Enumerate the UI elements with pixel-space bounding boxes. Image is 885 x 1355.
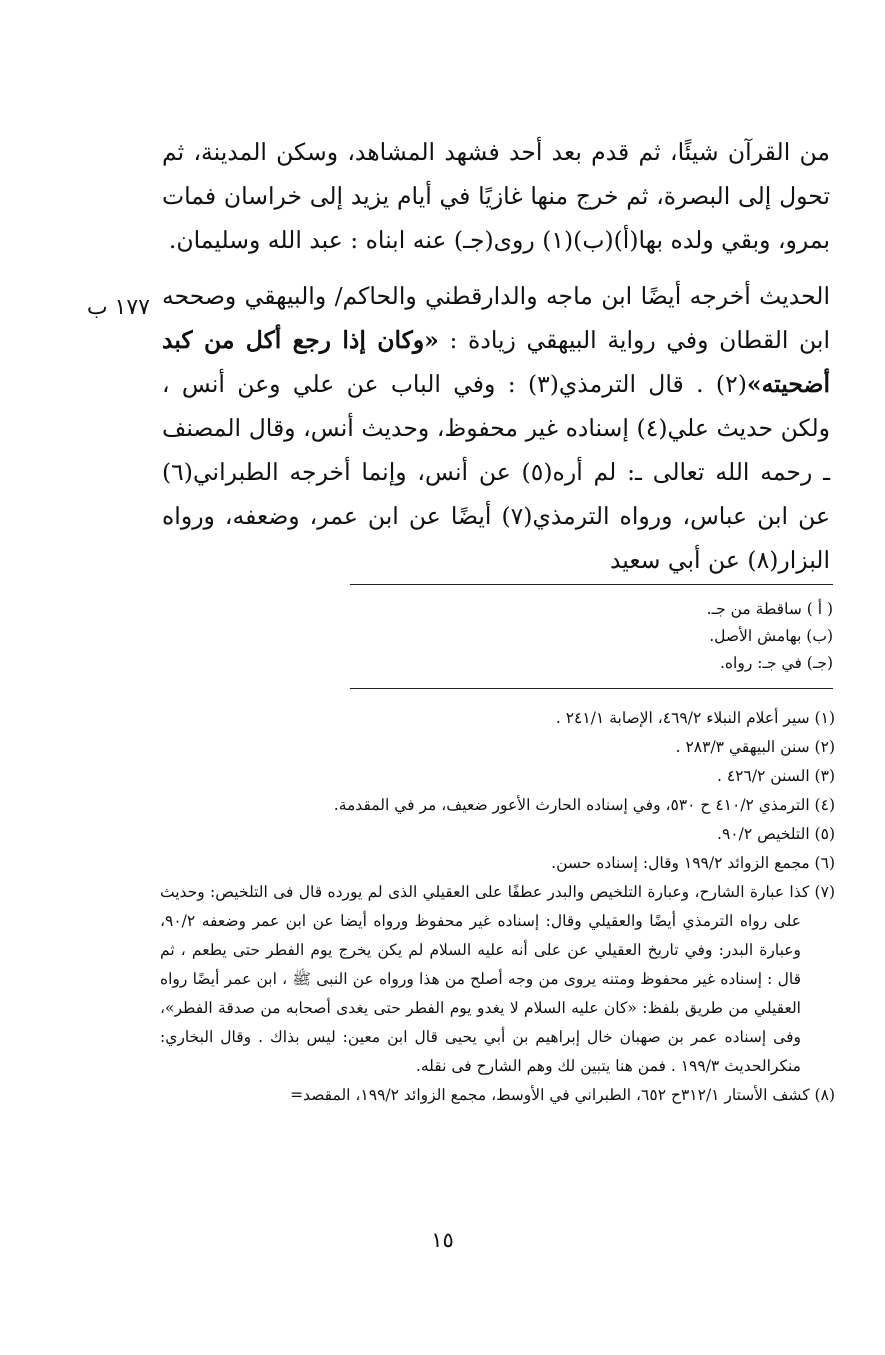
footnote: (٤) الترمذي ٤١٠/٢ ح ٥٣٠، وفي إسناده الحارث الأعور ضعيف، مر في المقدمة.: [333, 796, 835, 814]
variant-note: (جـ) في جـ: رواه.: [720, 654, 833, 672]
variant-note: (ب) بهامش الأصل.: [709, 627, 833, 645]
manuscript-variants: [350, 596, 833, 677]
footnote-divider-references: [350, 688, 833, 689]
paragraph-1: من القرآن شيئًا، ثم قدم بعد أحد فشهد المشاهد، وسكن المدينة، ثم تحول إلى البصرة، ثم خرج منها غازيًا في أيام يزيد إلى خراسان فمات بمرو، وبقي ولده بها(أ)(ب)(١) روى(جـ) عنه ابناه : عبد الله وسليمان.: [162, 138, 830, 254]
page-number: ١٥: [431, 1228, 454, 1252]
footnote: (١) سير أعلام النبلاء ٤٦٩/٢، الإصابة ٢٤١/١ .: [555, 709, 835, 727]
paragraph-2-intro: الحديث أخرجه أيضًا ابن ماجه والدارقطني والحاكم/ والبيهقي وصححه ابن القطان وفي رواية البيهقي زيادة :: [162, 282, 830, 354]
variant-note: ( أ ) ساقطة من جـ.: [706, 600, 833, 618]
margin-folio-note: ١٧٧ ب: [86, 295, 150, 320]
footnote: (٦) مجمع الزوائد ١٩٩/٢ وقال: إسناده حسن.: [551, 854, 835, 872]
reference-footnotes: [160, 704, 835, 1110]
footnote: (٣) السنن ٤٢٦/٢ .: [716, 767, 835, 785]
footnote: (٥) التلخيص ٩٠/٢.: [717, 825, 835, 843]
paragraph-2: [162, 274, 830, 582]
main-text: [162, 130, 830, 582]
footnote: (٧) كذا عبارة الشارح، وعبارة التلخيص والبدر عطفًا على العقيلي الذى لم يورده قال فى التلخيص: وحديث على رواه الترمذي أيضًا والعقيلي وقال: إسناده غير محفوظ ورواه أيضا عن ابن عمر وضعفه ٩٠/٢، وعبارة البدر: وفي تاريخ العقيلي عن على أنه عليه السلام لم يكن يخرج يوم الفطر حتى يطعم ، ثم قال : إسناده غير محفوظ ومتنه يروى من وجه أصلح من هذا ورواه عن النبى ﷺ ، ابن عمر أيضًا رواه العقيلي من طريق بلفظ: «كان عليه السلام لا يغدو يوم الفطر حتى يغدى أصحابه من صدقة الفطر»، وفى إسناده عمر بن صهبان خال إبراهيم بن أبي يحيى قال ابن معين: ليس بذاك . وقال البخاري: منكرالحديث ١٩٩/٣ . فمن هنا يتبين لك وهم الشارح فى نقله.: [160, 883, 835, 1075]
footnote-divider-variants: [350, 584, 833, 585]
paragraph-2-rest: (٢) . قال الترمذي(٣) : وفي الباب عن علي وعن أنس ، ولكن حديث علي(٤) إسناده غير محفوظ، وحديث أنس، وقال المصنف ـ رحمه الله تعالى ـ: لم أره(٥) عن أنس، وإنما أخرجه الطبراني(٦) عن ابن عباس، ورواه الترمذي(٧) أيضًا عن ابن عمر، وضعفه، ورواه البزار(٨) عن أبي سعيد: [162, 370, 831, 574]
footnote: (٨) كشف الأستار ٣١٢/١ح ٦٥٢، الطبراني في الأوسط، مجمع الزوائد ١٩٩/٢، المقصد=: [290, 1086, 835, 1104]
hadith-quote: «وكان إذا رجع أكل من كبد أضحيته»: [162, 326, 830, 398]
footnote: (٢) سنن البيهقي ٢٨٣/٣ .: [675, 738, 835, 756]
